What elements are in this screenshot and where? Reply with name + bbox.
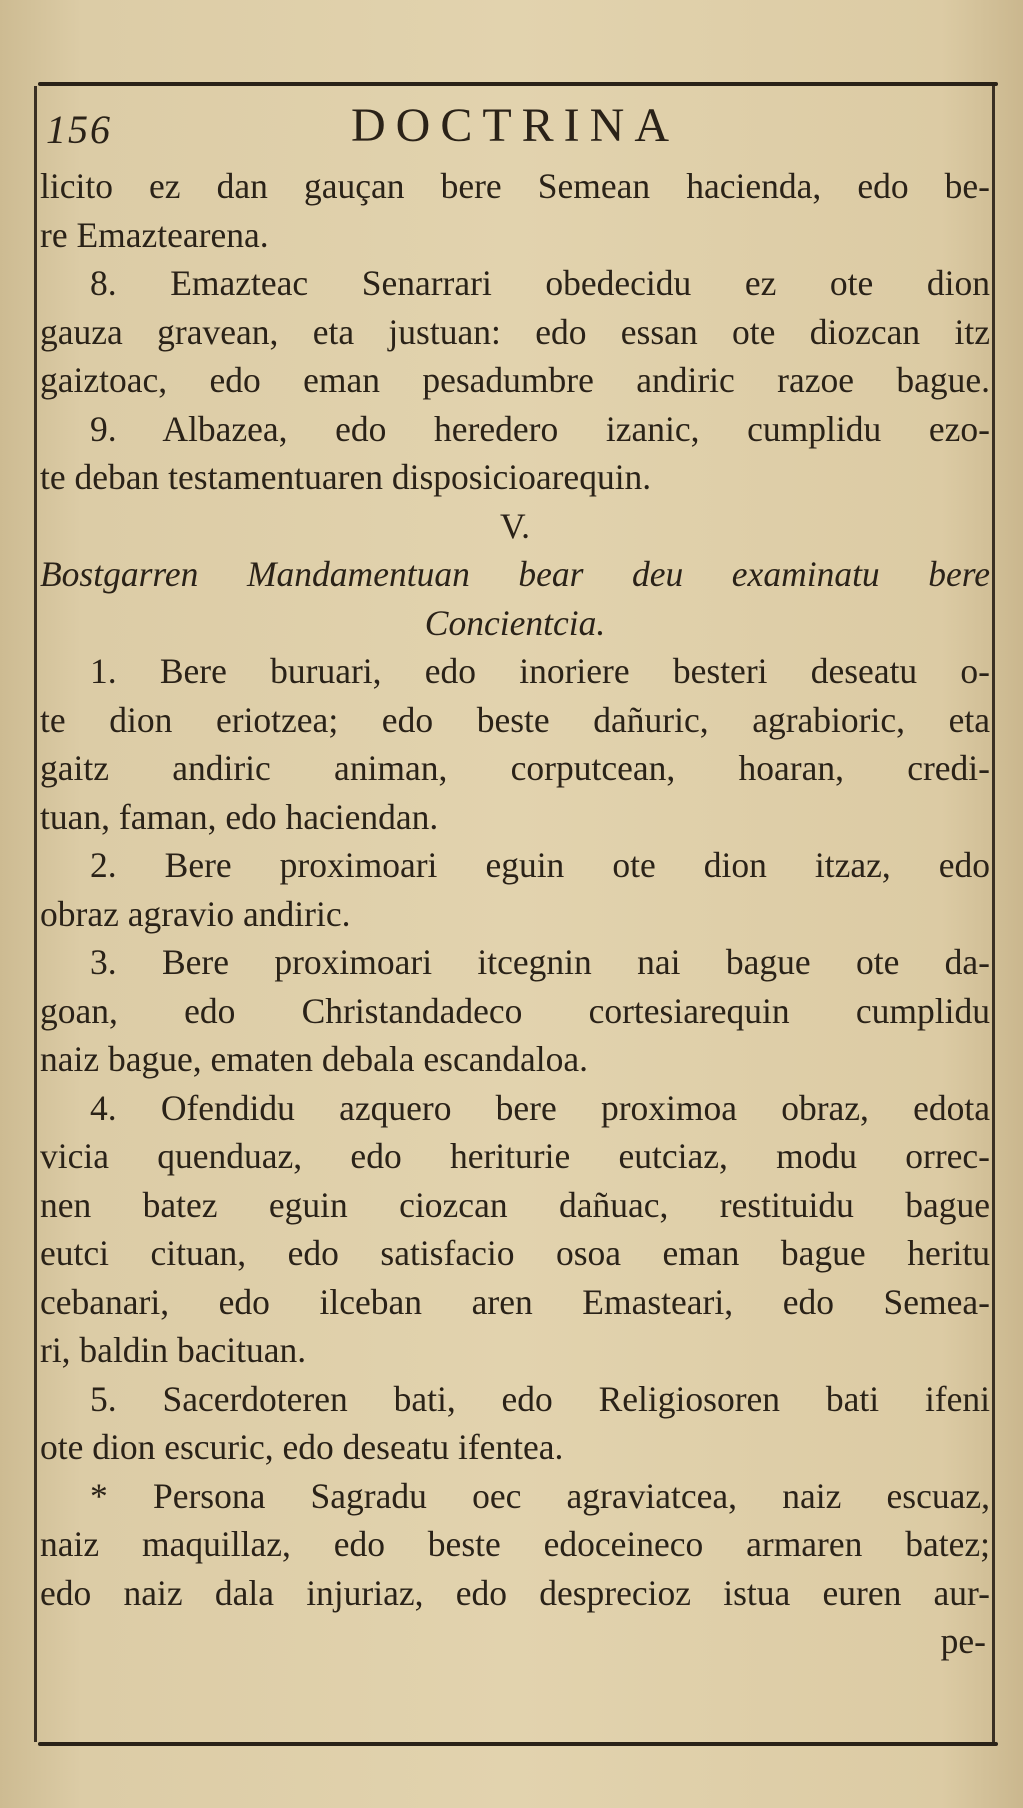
- text-line: nen batez eguin ciozcan dañuac, restituidu bague: [40, 1184, 990, 1225]
- text-line: 5. Sacerdoteren bati, edo Religiosoren bati ifeni: [90, 1378, 990, 1419]
- text-line: 4. Ofendidu azquero bere proximoa obraz, edota: [90, 1087, 990, 1128]
- page-header: [40, 100, 990, 162]
- left-rule: [34, 86, 37, 1742]
- text-line: ri, baldin bacituan.: [40, 1330, 307, 1370]
- text-line: edo naiz dala injuriaz, edo desprecioz istua euren aur-: [40, 1572, 990, 1613]
- text-line: 9. Albazea, edo heredero izanic, cumplidu ezo-: [90, 408, 990, 449]
- text-block: [40, 100, 990, 1666]
- text-line: cebanari, edo ilceban aren Emasteari, edo Semea-: [40, 1281, 990, 1322]
- text-line: ote dion escuric, edo deseatu ifentea.: [40, 1427, 564, 1467]
- text-line: gauza gravean, eta justuan: edo essan ote diozcan itz: [40, 311, 990, 352]
- right-rule: [992, 86, 995, 1742]
- text-line: vicia quenduaz, edo heriturie eutciaz, modu orrec-: [40, 1136, 990, 1176]
- section-subtitle: Concientcia.: [424, 602, 606, 643]
- text-line: te deban testamentuaren disposicioarequin.: [40, 457, 652, 497]
- text-line: gaiztoac, edo eman pesadumbre andiric razoe bague.: [40, 360, 990, 400]
- page-number: 156: [46, 107, 112, 152]
- text-line: 8. Emazteac Senarrari obedecidu ez ote dion: [90, 263, 990, 303]
- text-line: 2. Bere proximoari eguin ote dion itzaz, edo: [90, 845, 990, 885]
- section-heading: V.: [500, 505, 530, 546]
- text-line: eutci cituan, edo satisfacio osoa eman bague heritu: [40, 1233, 990, 1273]
- text-line: re Emaztearena.: [40, 214, 269, 255]
- top-rule: [38, 82, 998, 86]
- text-line: te dion eriotzea; edo beste dañuric, agrabioric, eta: [40, 699, 990, 740]
- text-line: licito ez dan gauçan bere Semean hacienda, edo be-: [40, 166, 990, 206]
- text-line: naiz maquillaz, edo beste edoceineco armaren batez;: [40, 1524, 990, 1564]
- running-title: DOCTRINA: [351, 99, 679, 152]
- text-line: naiz bague, ematen debala escandaloa.: [40, 1039, 588, 1079]
- text-line: 3. Bere proximoari itcegnin nai bague ote da-: [90, 942, 990, 982]
- section-subtitle: Bostgarren Mandamentuan bear deu examinatu bere: [40, 554, 990, 594]
- text-line: goan, edo Christandadeco cortesiarequin cumplidu: [40, 990, 990, 1031]
- bottom-rule: [38, 1742, 998, 1746]
- text-line: * Persona Sagradu oec agraviatcea, naiz escuaz,: [90, 1475, 990, 1516]
- catchword: pe-: [940, 1621, 986, 1661]
- text-line: gaitz andiric animan, corputcean, hoaran, credi-: [40, 748, 990, 788]
- text-line: obraz agravio andiric.: [40, 893, 351, 934]
- text-line: 1. Bere buruari, edo inoriere besteri deseatu o-: [90, 651, 990, 691]
- text-line: tuan, faman, edo haciendan.: [40, 796, 439, 837]
